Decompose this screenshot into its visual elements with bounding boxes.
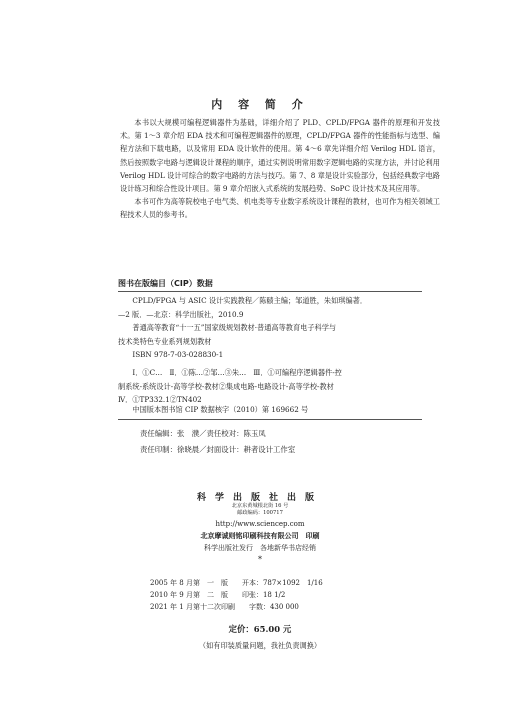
cip-library-note [118,403,432,417]
cip-entry-line: 普通高等教育“十一五”国家级规划教材·普通高等教育电子科学与 [132,323,337,333]
distribution-line: 科学出版社发行 各地新华书店经销 [204,543,316,552]
cip-entry-line: ISBN 978-7-03-028830-1 [132,350,224,360]
publisher-postcode: 邮政编码：100717 [237,510,283,517]
cip-subject-line: Ⅰ．①C… Ⅱ．①陈…②邹…③朱… Ⅲ．①可编程序逻辑器件-控 [132,368,342,377]
price: 定价：65.00 元 [228,624,292,634]
summary-paragraph: 本书可作为高等院校电子电气类、机电类等专业数字系统设计课程的教材，也可作为相关领域工程技术人员的参考书。 [120,197,440,220]
summary-body [120,116,440,222]
cip-subject-line: Ⅳ．①TP332.1②TN402 [118,395,202,405]
printing-info [150,578,323,613]
printing-line: 2010 年 9 月第 二 版 印张：18 1/2 [150,590,286,599]
cip-bottom-rule [118,419,422,420]
cip-subjects [118,366,432,407]
printer-line: 北京摩诚则铭印刷科技有限公司 印刷 [200,530,320,540]
separator-star: * [258,554,262,564]
editor-line: 责任印制：徐晓晨／封面设计：耕者设计工作室 [140,444,296,454]
cip-heading: 图书在版编目（CIP）数据 [118,279,213,288]
quality-notice: （如有印装质量问题，我社负责调换） [198,641,322,650]
editor-line: 责任编辑：张 濮／责任校对：陈玉凤 [140,429,266,438]
cip-top-rule [118,291,422,292]
publisher-address: 北京东黄城根北街 16 号 [231,503,289,509]
cip-entry [118,294,432,362]
cip-entry-line: —2 版．—北京：科学出版社，2010.9 [118,309,244,319]
printing-line: 2005 年 8 月第 一 版 开本：787×1092 1/16 [150,579,323,587]
editors-block [140,426,295,457]
cip-entry-line: CPLD/FPGA 与 ASIC 设计实践教程／陈赜主编；邹道胜，朱如琪编著． [132,296,368,305]
printing-line: 2021 年 1 月第十二次印刷 字数：430 000 [150,602,299,611]
publisher-block [0,490,520,566]
summary-paragraph: 本书以大规模可编程逻辑器件为基础，详细介绍了 PLD、CPLD/FPGA 器件的原理和开发技术。第 1～3 章介绍 EDA 技术和可编程逻辑器件的原理，CPLD/FPGA 器件的性能指标与选型、编程方法和下载电路，以及常用 EDA 设计软件的使用。第 4～6 章先详细介绍 Verilog HDL 语言，然后按照数字电路与逻辑设计课程的顺序，通过实例说明常用数字逻辑电路的实现方法，并讨论利用 Verilog HDL 设计可综合的数字电路的方法与技巧。第 7、8 章是设计实验部分，包括经典数字电路设计练习和综合性设计项目。第 9 章介绍嵌入式系统的发展趋势、SoPC 设计技术及其应用等。 [120,118,440,194]
summary-title: 内 容 简 介 [211,98,309,111]
cip-subject-line: 制系统-系统设计-高等学校-教材②集成电路-电路设计-高等学校-教材 [118,381,334,391]
cip-library-note-text: 中国版本图书馆 CIP 数据核字（2010）第 169662 号 [132,405,309,414]
publisher-name: 科学出版社出版 [196,493,323,503]
publisher-website: http://www.sciencep.com [215,519,305,528]
cip-entry-line: 技术类特色专业系列规划教材 [118,336,212,346]
